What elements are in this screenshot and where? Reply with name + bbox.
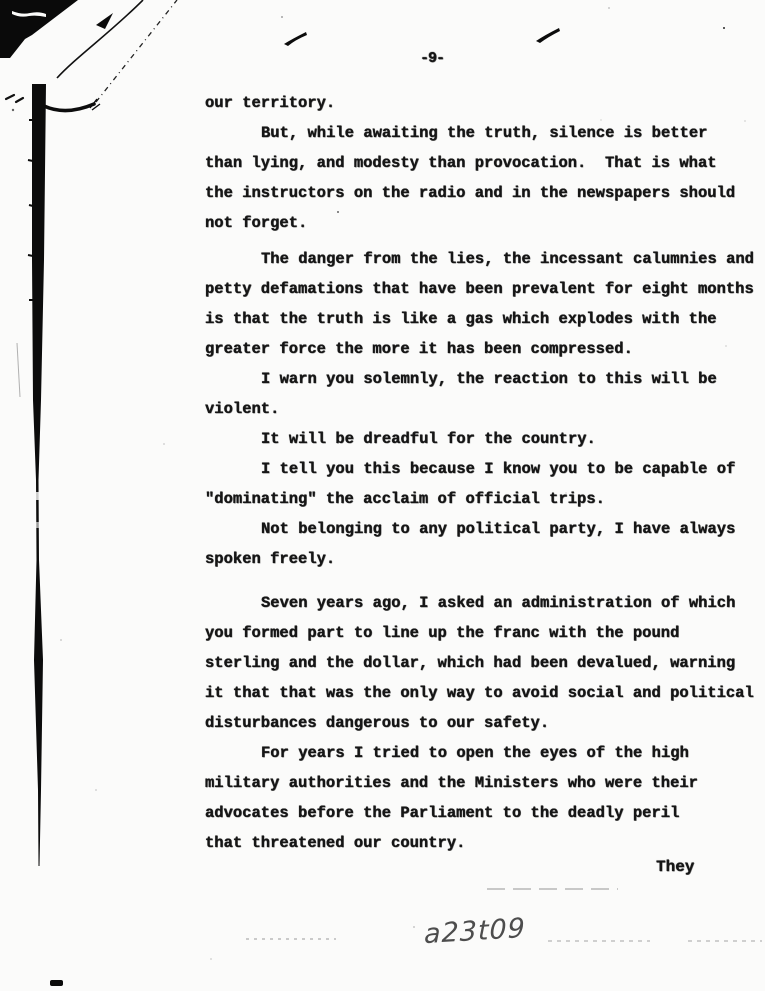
faint-streak <box>548 940 650 942</box>
document-line: For years I tried to open the eyes of the high <box>261 744 689 762</box>
handwritten-code: a23t09 <box>423 912 526 951</box>
document-line: petty defamations that have been prevalent for eight months <box>205 280 754 298</box>
document-line: "dominating" the acclaim of official trips. <box>205 490 605 508</box>
faint-streak <box>246 938 336 940</box>
faint-scratch <box>17 343 20 397</box>
document-line: disturbances dangerous to our safety. <box>205 714 550 732</box>
scan-speckles <box>0 0 2 2</box>
hook-stroke <box>44 104 94 111</box>
scan-edge-artifacts <box>0 0 200 991</box>
checkmark-icon <box>536 27 562 45</box>
document-line: that threatened our country. <box>205 834 466 852</box>
stray-dashes <box>6 95 23 102</box>
document-line: greater force the more it has been compressed. <box>205 340 633 358</box>
document-line: Not belonging to any political party, I have always <box>261 520 736 538</box>
document-line: it that that was the only way to avoid social and political <box>205 684 754 702</box>
document-line: advocates before the Parliament to the deadly peril <box>205 804 680 822</box>
document-line: It will be dreadful for the country. <box>261 430 596 448</box>
document-line: our territory. <box>205 94 336 112</box>
document-line: is that the truth is like a gas which explodes with the <box>205 310 717 328</box>
corner-blot <box>0 0 78 58</box>
document-body <box>205 88 754 858</box>
document-line: spoken freely. <box>205 550 336 568</box>
paper-edge-bar <box>32 84 46 866</box>
faint-streak <box>487 888 618 890</box>
document-line: I tell you this because I know you to be capable of <box>261 460 736 478</box>
catchword: They <box>656 858 695 876</box>
arrowhead <box>96 13 113 29</box>
document-line: Seven years ago, I asked an administration of which <box>261 594 736 612</box>
checkmark-icon <box>284 31 310 49</box>
faint-streak <box>688 940 762 942</box>
document-line: I warn you solemnly, the reaction to this will be <box>261 370 717 388</box>
diagonal-dashed-line <box>96 0 177 102</box>
document-line: than lying, and modesty than provocation. That is what <box>205 154 717 172</box>
diagonal-arrow-line <box>57 0 143 78</box>
document-line: violent. <box>205 400 280 418</box>
document-line: military authorities and the Ministers who were their <box>205 774 698 792</box>
document-line: not forget. <box>205 214 308 232</box>
document-line: sterling and the dollar, which had been devalued, warning <box>205 654 736 672</box>
bottom-edge-mark <box>50 980 63 986</box>
document-line: The danger from the lies, the incessant calumnies and <box>261 250 754 268</box>
page-number: -9- <box>420 50 445 67</box>
document-line: the instructors on the radio and in the newspapers should <box>205 184 736 202</box>
document-line: you formed part to line up the franc with the pound <box>205 624 680 642</box>
document-line: But, while awaiting the truth, silence is better <box>261 124 708 142</box>
